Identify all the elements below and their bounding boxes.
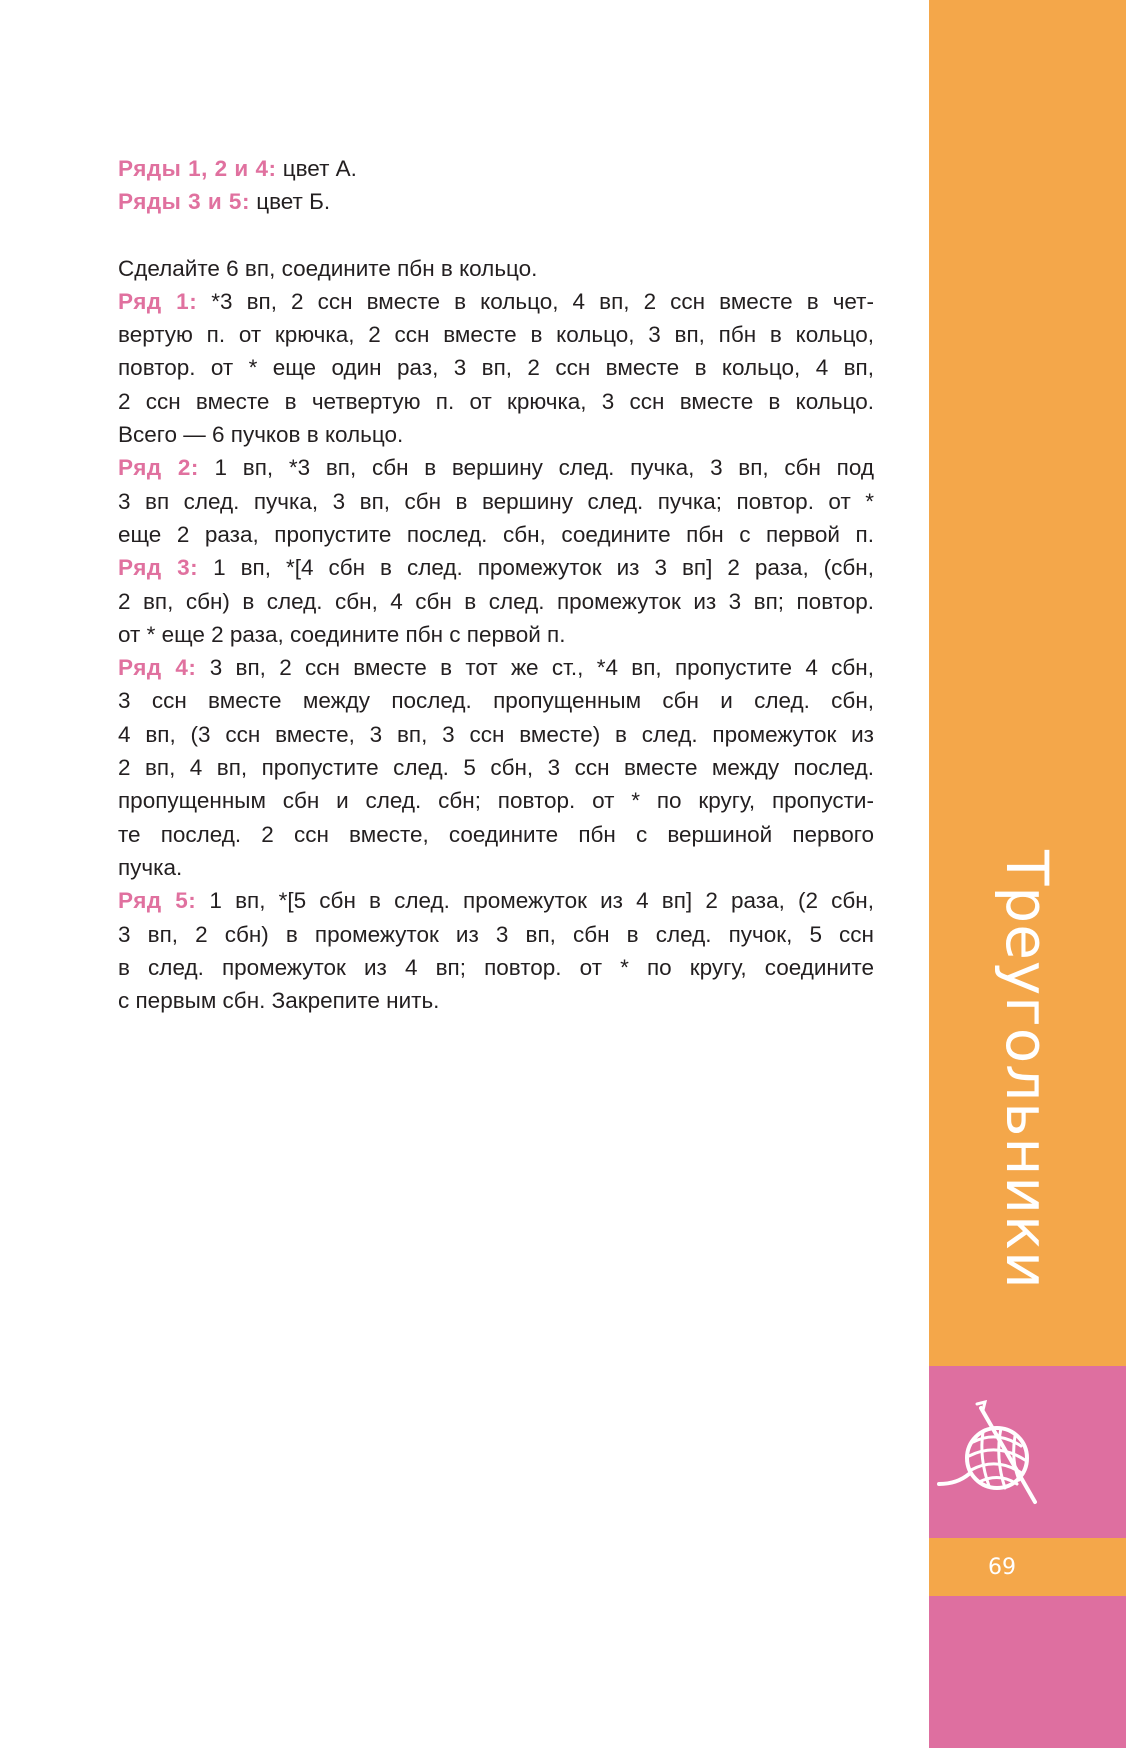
row-2-line: 3 вп след. пучка, 3 вп, сбн в вершину след. пучка; повтор. от * (118, 488, 874, 514)
pattern-text (118, 152, 874, 1017)
row-3-label: Ряд 3: (118, 555, 199, 581)
row-4-line: пропущенным сбн и след. сбн; повтор. от * по кругу, пропусти- (118, 788, 874, 814)
row-2-label: Ряд 2: (118, 455, 199, 481)
row-5-label: Ряд 5: (118, 888, 197, 914)
row-4-line: те послед. 2 ссн вместе, соедините пбн с вершиной первого (118, 821, 874, 847)
row-2-line: Ряд 2: 1 вп, *3 вп, сбн в вершину след. пучка, 3 вп, сбн под (118, 455, 874, 481)
row-5-line: 3 вп, 2 сбн) в промежуток из 3 вп, сбн в след. пучок, 5 ссн (118, 921, 874, 947)
chapter-sidebar (929, 0, 1126, 1748)
row-4-line: 4 вп, (3 ссн вместе, 3 вп, 3 ссн вместе) в след. промежуток из (118, 721, 874, 747)
row-3-line: от * еще 2 раза, соедините пбн с первой п. (118, 621, 566, 647)
row-1-line: Всего — 6 пучков в кольцо. (118, 422, 404, 448)
row-1-line: повтор. от * еще один раз, 3 вп, 2 ссн вместе в кольцо, 4 вп, (118, 355, 874, 381)
section-title: Треугольники (993, 850, 1061, 1290)
rows-label: Ряды 3 и 5: (118, 189, 250, 215)
row-1-line: вертую п. от крючка, 2 ссн вместе в кольцо, 3 вп, пбн в кольцо, (118, 322, 874, 348)
row-1-label: Ряд 1: (118, 288, 198, 314)
sidebar-bottom-band (929, 1596, 1126, 1748)
row-3-line: 2 вп, сбн) в след. сбн, 4 сбн в след. промежуток из 3 вп; повтор. (118, 588, 874, 614)
yarn-ball-crochet-hook-icon (935, 1400, 1055, 1510)
intro-line: Сделайте 6 вп, соедините пбн в кольцо. (118, 255, 538, 281)
row-4-label: Ряд 4: (118, 655, 197, 681)
row-4-line: Ряд 4: 3 вп, 2 ссн вместе в тот же ст., *4 вп, пропустите 4 сбн, (118, 655, 874, 681)
row-5-line: в след. промежуток из 4 вп; повтор. от * по кругу, соедините (118, 954, 874, 980)
row-1-line: 2 ссн вместе в четвертую п. от крючка, 3 ссн вместе в кольцо. (118, 388, 874, 414)
row-4-line: пучка. (118, 854, 183, 880)
row-5-line: с первым сбн. Закрепите нить. (118, 988, 440, 1014)
row-2-line: еще 2 раза, пропустите послед. сбн, соедините пбн с первой п. (118, 521, 874, 547)
row-3-line: Ряд 3: 1 вп, *[4 сбн в след. промежуток из 3 вп] 2 раза, (сбн, (118, 555, 874, 581)
row-5-line: Ряд 5: 1 вп, *[5 сбн в след. промежуток из 4 вп] 2 раза, (2 сбн, (118, 888, 874, 914)
row-4-line: 3 ссн вместе между послед. пропущенным сбн и след. сбн, (118, 688, 874, 714)
color-line-a: Ряды 1, 2 и 4: цвет А. (118, 156, 357, 181)
color-line-b: Ряды 3 и 5: цвет Б. (118, 189, 331, 215)
row-4-line: 2 вп, 4 вп, пропустите след. 5 сбн, 3 ссн вместе между послед. (118, 755, 874, 781)
page-number: 69 (988, 1555, 1016, 1580)
color-legend (118, 152, 874, 219)
rows-label: Ряды 1, 2 и 4: (118, 156, 277, 181)
row-1-line: Ряд 1: *3 вп, 2 ссн вместе в кольцо, 4 вп, 2 ссн вместе в чет- (118, 288, 874, 314)
